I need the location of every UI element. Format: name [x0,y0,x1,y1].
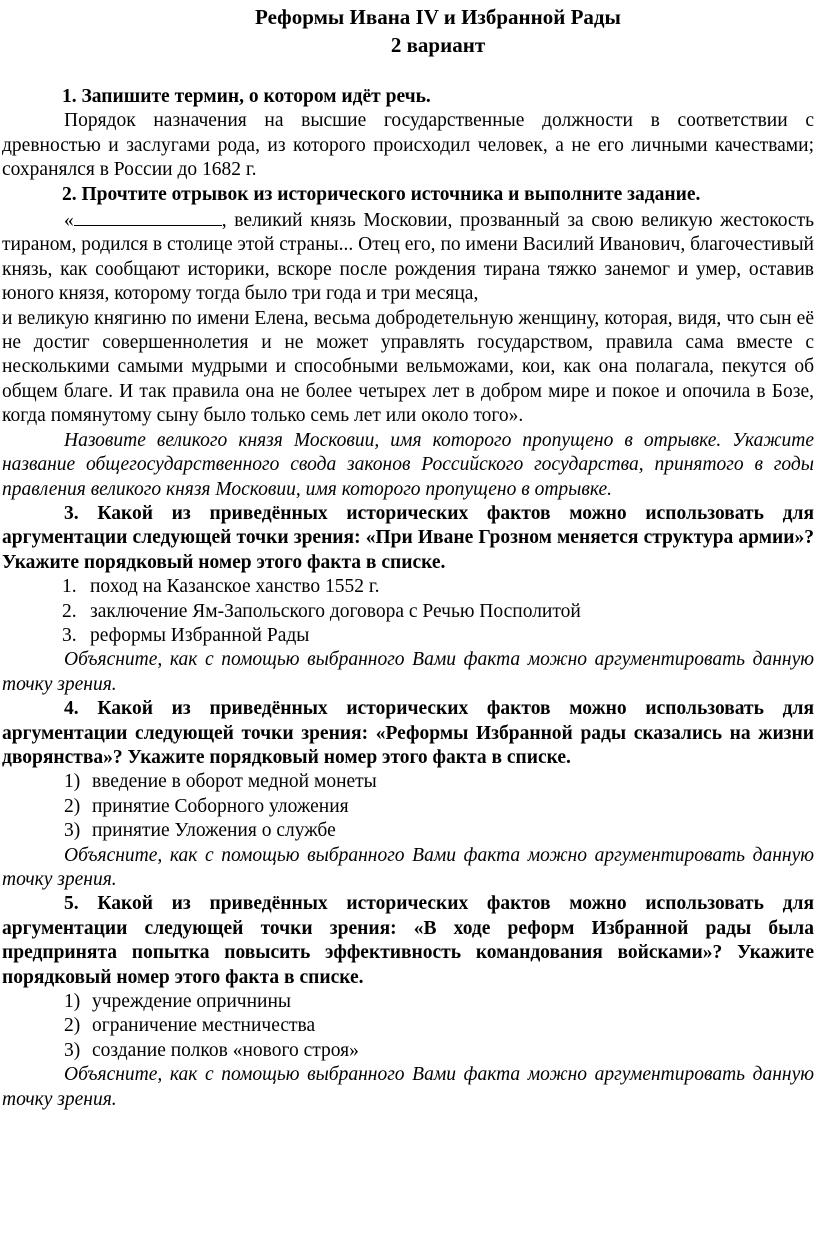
quote-text-1: , великий князь Московии, прозванный за свою великую жестокость тираном, родился в столице этой страны... Отец его, по имени Василий Иванович, благочестивый князь, как сообщают историки, вскоре после рождения тирана тяжко занемог и умер, оставив юного князя, которому тогда было три года и три месяца, [2,210,814,305]
task4-option-2 [2,795,814,819]
page-title: Реформы Ивана IV и Избранной Рады [255,5,621,29]
worksheet-content [2,85,814,1112]
task1-heading: 1. Запишите термин, о котором идёт речь. [62,86,431,107]
option-number: 3. [62,624,77,646]
option-number: 3) [64,1039,81,1061]
option-text: поход на Казанское ханство 1552 г. [90,576,380,598]
task2-heading: 2. Прочтите отрывок из исторического источника и выполните задание. [62,183,701,205]
task4-heading: 4. Какой из приведённых исторических фактов можно использовать для аргументации следующей точки зрения: «Реформы Избранной рады сказались на жизни дворянства»? Укажите порядковый номер этого факта в списке. [2,698,814,768]
option-number: 1. [62,576,77,598]
task3-explain: Объясните, как с помощью выбранного Вами факта можно аргументировать данную точку зрения. [2,649,814,695]
variant-label: 2 вариант [390,33,486,57]
task5-option-1 [2,990,814,1014]
option-text: ограничение местничества [92,1015,316,1037]
option-text: введение в оборот медной монеты [92,771,377,793]
task4-option-1 [2,770,814,794]
task3-option-2 [2,600,814,624]
option-number: 1) [64,771,81,793]
option-text: создание полков «нового строя» [92,1039,359,1061]
task5-explain: Объясните, как с помощью выбранного Вами факта можно аргументировать данную точку зрения. [2,1064,814,1110]
task3-heading: 3. Какой из приведённых исторических фактов можно использовать для аргументации следующей точки зрения: «При Иване Грозном меняется структура армии»? Укажите порядковый номер этого факта в списке. [2,502,814,573]
option-number: 2) [64,795,81,817]
option-text: принятие Соборного уложения [92,795,349,817]
task2-instruction: Назовите великого князя Московии, имя которого пропущено в отрывке. Укажите название общегосударственного свода законов Российского государства, принятого в годы правления великого князя Московии, имя которого пропущено в отрывке. [2,429,814,500]
option-text: реформы Избранной Рады [90,624,310,646]
option-number: 2. [62,600,77,622]
task1-text: Порядок назначения на высшие государственные должности в соответствии с древностью и заслугами рода, из которого происходил человек, а не его личными качествами; сохранялся в России до 1682 г. [2,110,814,181]
task4-option-3 [2,819,814,843]
option-number: 3) [64,820,81,842]
option-number: 1) [64,991,81,1013]
option-text: учреждение опричнины [92,991,291,1013]
task5-heading: 5. Какой из приведённых исторических фактов можно использовать для аргументации следующей точки зрения: «В ходе реформ Избранной рады была предпринята попытка повысить эффективность командования войсками»? Укажите порядковый номер этого факта в списке. [2,893,814,988]
option-text: принятие Уложения о службе [92,820,336,842]
task2-quote-part2: и великую княгиню по имени Елена, весьма добродетельную женщину, которая, видя, что сын её не достиг совершеннолетия и не может управлять государством, правила сама вместе с несколькими самыми мудрыми и способными вельможами, кои, как она полагала, пекутся об общем благе. И так правила она не более четырех лет в добром мире и покое и опочила в Бозе, когда помянутому сыну было только семь лет или около того». [2,307,814,427]
option-number: 2) [64,1015,81,1037]
missing-name-blank [74,207,222,226]
quote-open: « [64,210,74,232]
task2-quote-part1 [2,207,814,307]
task4-explain: Объясните, как с помощью выбранного Вами факта можно аргументировать данную точку зрения. [2,844,814,890]
task3-option-1 [2,575,814,599]
task3-option-3 [2,624,814,648]
option-text: заключение Ям-Запольского договора с Речью Посполитой [90,600,581,622]
task5-option-2 [2,1014,814,1038]
task5-option-3 [2,1039,814,1063]
